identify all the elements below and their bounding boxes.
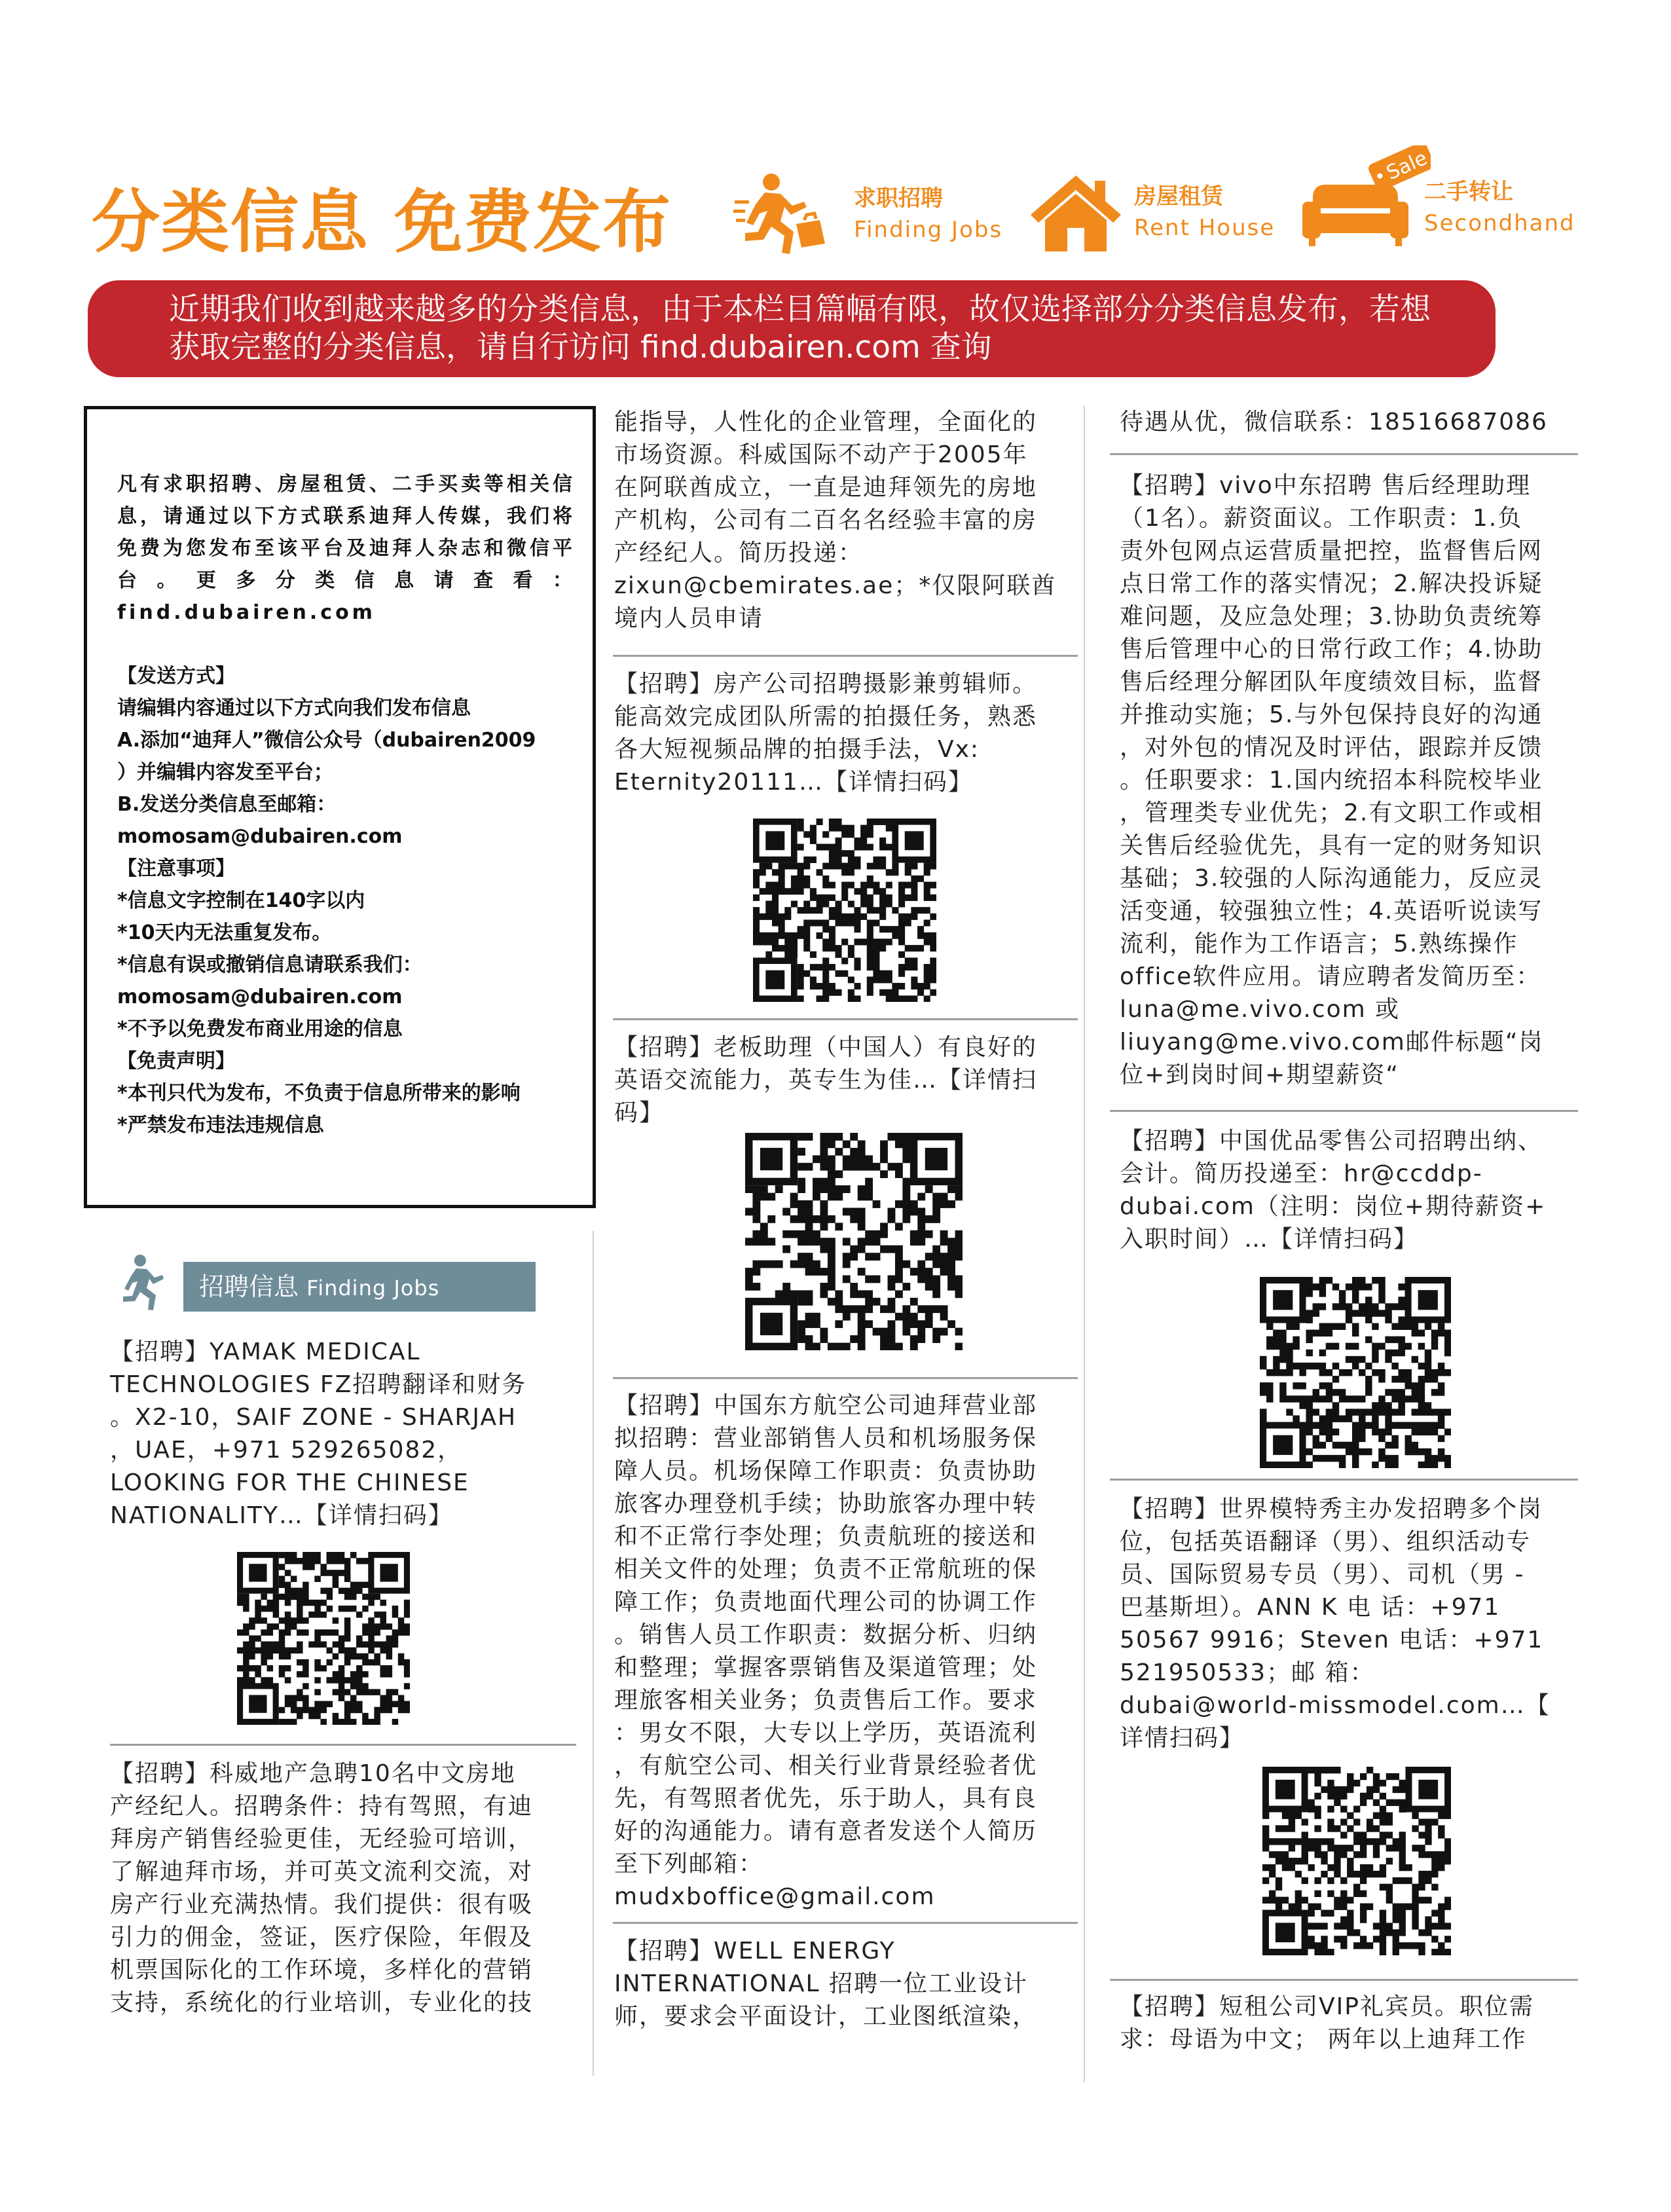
post-line: dubai.com（注明：岗位+期待薪资+ bbox=[1120, 1193, 1547, 1220]
post-line: 待遇从优，微信联系：18516687086 bbox=[1120, 409, 1548, 435]
post-divider bbox=[613, 655, 1078, 657]
post-line: 基础；3.较强的人际沟通能力，反应灵 bbox=[1120, 865, 1543, 892]
post-email: luna@me.vivo.com 或 bbox=[1120, 996, 1401, 1023]
post-line: 和整理；掌握客票销售及渠道管理；处 bbox=[614, 1654, 1038, 1681]
notice-line: A.添加“迪拜人”微信公众号（dubairen2009 bbox=[117, 729, 536, 752]
post-line: 并推动实施；5.与外包保持良好的沟通 bbox=[1120, 701, 1543, 728]
post-line: Eternity20111…【详情扫码】 bbox=[614, 769, 973, 796]
job-post bbox=[110, 1336, 526, 1532]
post-line: 【招聘】老板助理（中国人）有良好的 bbox=[614, 1034, 1038, 1061]
publishing-notice-box bbox=[84, 406, 596, 1208]
post-divider bbox=[1110, 453, 1578, 455]
notice-line: B.发送分类信息至邮箱： bbox=[117, 793, 337, 816]
post-line: 员、国际贸易专员（男）、司机（男 - bbox=[1120, 1561, 1525, 1588]
post-line: 【招聘】科威地产急聘10名中文房地 bbox=[110, 1760, 516, 1787]
jobs-header-zh: 招聘信息 bbox=[199, 1272, 299, 1301]
post-line: 关售后经验优先，具有一定的财务知识 bbox=[1120, 832, 1543, 859]
post-line: ：男女不限，大专以上学历，英语流利 bbox=[614, 1720, 1038, 1746]
post-line: 市场资源。科威国际不动产于2005年 bbox=[614, 441, 1028, 468]
post-line: 障工作；负责地面代理公司的协调工作 bbox=[614, 1589, 1038, 1615]
post-line: 详情扫码】 bbox=[1120, 1725, 1245, 1752]
post-line: 巴基斯坦）。ANN K 电 话：+971 bbox=[1120, 1594, 1501, 1621]
notice-intro: 凡有求职招聘、房屋租赁、二手买卖等相关信息，请通过以下方式联系迪拜人传媒，我们将免费为您发布至该平台及迪拜人杂志和微信平台。更多分类信息请查看：find.dubairen.com bbox=[117, 473, 576, 624]
post-email: mudxboffice@gmail.com bbox=[614, 1883, 936, 1910]
post-line: 了解迪拜市场，并可英文流利交流，对 bbox=[110, 1858, 534, 1885]
post-line: 能指导，人性化的企业管理，全面化的 bbox=[614, 409, 1038, 435]
post-line: 【招聘】YAMAK MEDICAL bbox=[110, 1338, 421, 1365]
post-line: 50567 9916；Steven 电话：+971 bbox=[1120, 1627, 1544, 1653]
post-line: 。X2-10，SAIF ZONE - SHARJAH bbox=[110, 1404, 517, 1431]
qr-code-icon[interactable] bbox=[745, 1133, 963, 1350]
job-post bbox=[1120, 1125, 1546, 1256]
post-line: 责外包网点运营质量把控，监督售后网 bbox=[1120, 538, 1543, 564]
jobs-header-en: Finding Jobs bbox=[306, 1276, 440, 1300]
post-line: 流利，能作为工作语言；5.熟练操作 bbox=[1120, 931, 1518, 957]
post-line: 。任职要求：1.国内统招本科院校毕业 bbox=[1120, 767, 1543, 794]
job-post bbox=[1120, 1493, 1551, 1755]
post-line: 【招聘】短租公司VIP礼宾员。职位需 bbox=[1120, 1993, 1534, 2020]
post-line: 拟招聘：营业部销售人员和机场服务保 bbox=[614, 1425, 1038, 1452]
post-divider bbox=[1110, 1110, 1578, 1112]
post-line: 机票国际化的工作环境，多样化的营销 bbox=[110, 1957, 534, 1983]
post-divider bbox=[110, 1744, 576, 1746]
post-line: 各大短视频品牌的拍摄手法，Vx: bbox=[614, 736, 980, 763]
post-line: 引力的佣金，签证，医疗保险，年假及 bbox=[110, 1924, 534, 1951]
job-post bbox=[614, 406, 1056, 635]
running-man-icon bbox=[733, 172, 832, 257]
qr-code-icon[interactable] bbox=[753, 819, 936, 1002]
category-finding-jobs bbox=[733, 172, 1002, 257]
sofa-sale-icon bbox=[1300, 145, 1431, 250]
job-post bbox=[614, 1390, 1037, 1913]
job-post bbox=[614, 1935, 1037, 2033]
category-rent-house bbox=[1027, 172, 1275, 253]
post-line: 能高效完成团队所需的拍摄任务，熟悉 bbox=[614, 703, 1038, 730]
post-line: 产机构，公司有二百名名经验丰富的房 bbox=[614, 507, 1038, 534]
job-post bbox=[1120, 1991, 1534, 2056]
notice-email: momosam@dubairen.com bbox=[117, 986, 403, 1008]
banner-line: 近期我们收到越来越多的分类信息，由于本栏目篇幅有限，故仅选择部分分类信息发布，若想 bbox=[169, 291, 1431, 327]
job-post bbox=[1120, 470, 1544, 1092]
post-line: 难问题，及应急处理；3.协助负责统筹 bbox=[1120, 603, 1543, 630]
job-post bbox=[614, 1031, 1037, 1130]
notice-email: momosam@dubairen.com bbox=[117, 825, 403, 848]
post-line: ，有航空公司、相关行业背景经验者优 bbox=[614, 1752, 1038, 1779]
post-line: 求：母语为中文； 两年以上迪拜工作 bbox=[1120, 2026, 1527, 2053]
post-divider bbox=[1110, 1479, 1578, 1481]
post-line: 【招聘】WELL ENERGY bbox=[614, 1938, 896, 1964]
post-line: 相关文件的处理；负责不正常航班的保 bbox=[614, 1556, 1038, 1583]
post-line: 理旅客相关业务；负责售后工作。要求 bbox=[614, 1687, 1038, 1714]
notice-line: ）并编辑内容发至平台； bbox=[117, 761, 333, 784]
post-line: 【招聘】中国优品零售公司招聘出纳、 bbox=[1120, 1128, 1543, 1154]
post-line: 拜房产销售经验更佳，无经验可培训， bbox=[110, 1826, 534, 1853]
post-line: （1名）。薪资面议。工作职责：1.负 bbox=[1120, 505, 1523, 532]
post-line: ，UAE，+971 529265082， bbox=[110, 1437, 463, 1464]
post-line: 位+到岗时间+期望薪资“ bbox=[1120, 1061, 1399, 1088]
post-line: 。销售人员工作职责：数据分析、归纳 bbox=[614, 1621, 1038, 1648]
page-title: 分类信息 免费发布 bbox=[92, 182, 672, 262]
post-line: 入职时间）…【详情扫码】 bbox=[1120, 1226, 1419, 1253]
post-line: 师，要求会平面设计，工业图纸渲染， bbox=[614, 2003, 1038, 2030]
job-post bbox=[110, 1758, 533, 2019]
post-line: 至下列邮箱： bbox=[614, 1851, 764, 1877]
post-line: 会计。简历投递至：hr@ccddp- bbox=[1120, 1160, 1483, 1187]
job-post bbox=[1120, 406, 1548, 439]
post-line: 境内人员申请 bbox=[614, 605, 764, 632]
post-line: 障人员。机场保障工作职责：负责协助 bbox=[614, 1458, 1038, 1484]
category-label-zh: 房屋租赁 bbox=[1134, 183, 1223, 210]
post-line: 码】 bbox=[614, 1099, 665, 1126]
post-divider bbox=[613, 1018, 1078, 1020]
category-label-en: Rent House bbox=[1134, 215, 1276, 241]
post-line: 支持，系统化的行业培训，专业化的技 bbox=[110, 1989, 534, 2016]
post-divider bbox=[1110, 1979, 1578, 1981]
post-line: 产经纪人。简历投递： bbox=[614, 540, 864, 566]
post-line: ，对外包的情况及时评估，跟踪并反馈 bbox=[1120, 734, 1543, 761]
post-line: 在阿联酋成立，一直是迪拜领先的房地 bbox=[614, 474, 1038, 501]
post-email: dubai@world-missmodel.com…【 bbox=[1120, 1692, 1551, 1719]
notice-line: *信息文字控制在140字以内 bbox=[117, 889, 365, 912]
post-line: 售后经理分解团队年度绩效目标，监督 bbox=[1120, 669, 1543, 695]
notice-line: 【免责声明】 bbox=[117, 1050, 235, 1073]
notice-line: *本刊只代为发布，不负责于信息所带来的影响 bbox=[117, 1082, 521, 1105]
post-line: 521950533；邮 箱： bbox=[1120, 1659, 1375, 1686]
house-icon bbox=[1027, 172, 1125, 253]
category-label-zh: 二手转让 bbox=[1424, 179, 1513, 205]
category-label-en: Secondhand bbox=[1424, 210, 1575, 236]
column-divider bbox=[593, 1231, 594, 2076]
qr-code-icon[interactable] bbox=[237, 1552, 410, 1725]
notice-line: *10天内无法重复发布。 bbox=[117, 921, 332, 944]
post-divider bbox=[613, 1922, 1078, 1924]
notice-line: 【注意事项】 bbox=[117, 857, 235, 880]
post-email: liuyang@me.vivo.com邮件标题“岗 bbox=[1120, 1029, 1544, 1056]
post-line: 【招聘】房产公司招聘摄影兼剪辑师。 bbox=[614, 671, 1038, 697]
post-line: INTERNATIONAL 招聘一位工业设计 bbox=[614, 1970, 1029, 1997]
post-line: 英语交流能力，英专生为佳…【详情扫 bbox=[614, 1067, 1038, 1094]
job-post bbox=[614, 668, 1037, 799]
notice-line: 【发送方式】 bbox=[117, 665, 235, 688]
category-label-zh: 求职招聘 bbox=[854, 185, 943, 212]
post-line: office软件应用。请应聘者发简历至： bbox=[1120, 963, 1541, 990]
post-line: 先，有驾照者优先，乐于助人，具有良 bbox=[614, 1785, 1038, 1812]
post-line: NATIONALITY…【详情扫码】 bbox=[110, 1502, 453, 1529]
post-line: 【招聘】vivo中东招聘 售后经理助理 bbox=[1120, 472, 1532, 499]
post-line: 【招聘】中国东方航空公司迪拜营业部 bbox=[614, 1392, 1038, 1419]
category-secondhand bbox=[1300, 145, 1575, 250]
post-line: 活变通，较强独立性；4.英语听说读写 bbox=[1120, 898, 1543, 925]
post-line: 和不正常行李处理；负责航班的接送和 bbox=[614, 1523, 1038, 1550]
post-line: 好的沟通能力。请有意者发送个人简历 bbox=[614, 1818, 1038, 1845]
notice-line: *严禁发布违法违规信息 bbox=[117, 1114, 324, 1137]
notice-line: *不予以免费发布商业用途的信息 bbox=[117, 1018, 403, 1041]
post-line: 房产行业充满热情。我们提供：很有吸 bbox=[110, 1891, 534, 1918]
post-line: 点日常工作的落实情况；2.解决投诉疑 bbox=[1120, 570, 1543, 597]
jobs-section-header bbox=[183, 1262, 536, 1312]
post-line: 产经纪人。招聘条件：持有驾照，有迪 bbox=[110, 1793, 534, 1820]
post-line: TECHNOLOGIES FZ招聘翻译和财务 bbox=[110, 1371, 527, 1398]
notice-line: *信息有误或撤销信息请联系我们： bbox=[117, 953, 422, 976]
notice-banner bbox=[88, 280, 1496, 377]
qr-code-icon[interactable] bbox=[1262, 1767, 1451, 1955]
banner-line: 获取完整的分类信息，请自行访问 find.dubairen.com 查询 bbox=[169, 329, 992, 365]
post-email: zixun@cbemirates.ae；*仅限阿联酋 bbox=[614, 572, 1057, 599]
post-line: ，管理类专业优先；2.有文职工作或相 bbox=[1120, 800, 1543, 826]
category-label-en: Finding Jobs bbox=[854, 217, 1003, 243]
column-divider bbox=[1084, 406, 1085, 2082]
sale-tag: Sale bbox=[1383, 146, 1431, 185]
post-line: 旅客办理登机手续；协助旅客办理中转 bbox=[614, 1490, 1038, 1517]
post-line: LOOKING FOR THE CHINESE bbox=[110, 1469, 469, 1496]
running-man-icon bbox=[118, 1254, 173, 1313]
notice-line: 请编辑内容通过以下方式向我们发布信息 bbox=[117, 697, 471, 720]
post-line: 售后管理中心的日常行政工作；4.协助 bbox=[1120, 636, 1543, 663]
post-line: 【招聘】世界模特秀主办发招聘多个岗 bbox=[1120, 1496, 1543, 1522]
post-divider bbox=[613, 1377, 1078, 1379]
post-line: 位，包括英语翻译（男）、组织活动专 bbox=[1120, 1528, 1532, 1555]
qr-code-icon[interactable] bbox=[1260, 1277, 1451, 1468]
